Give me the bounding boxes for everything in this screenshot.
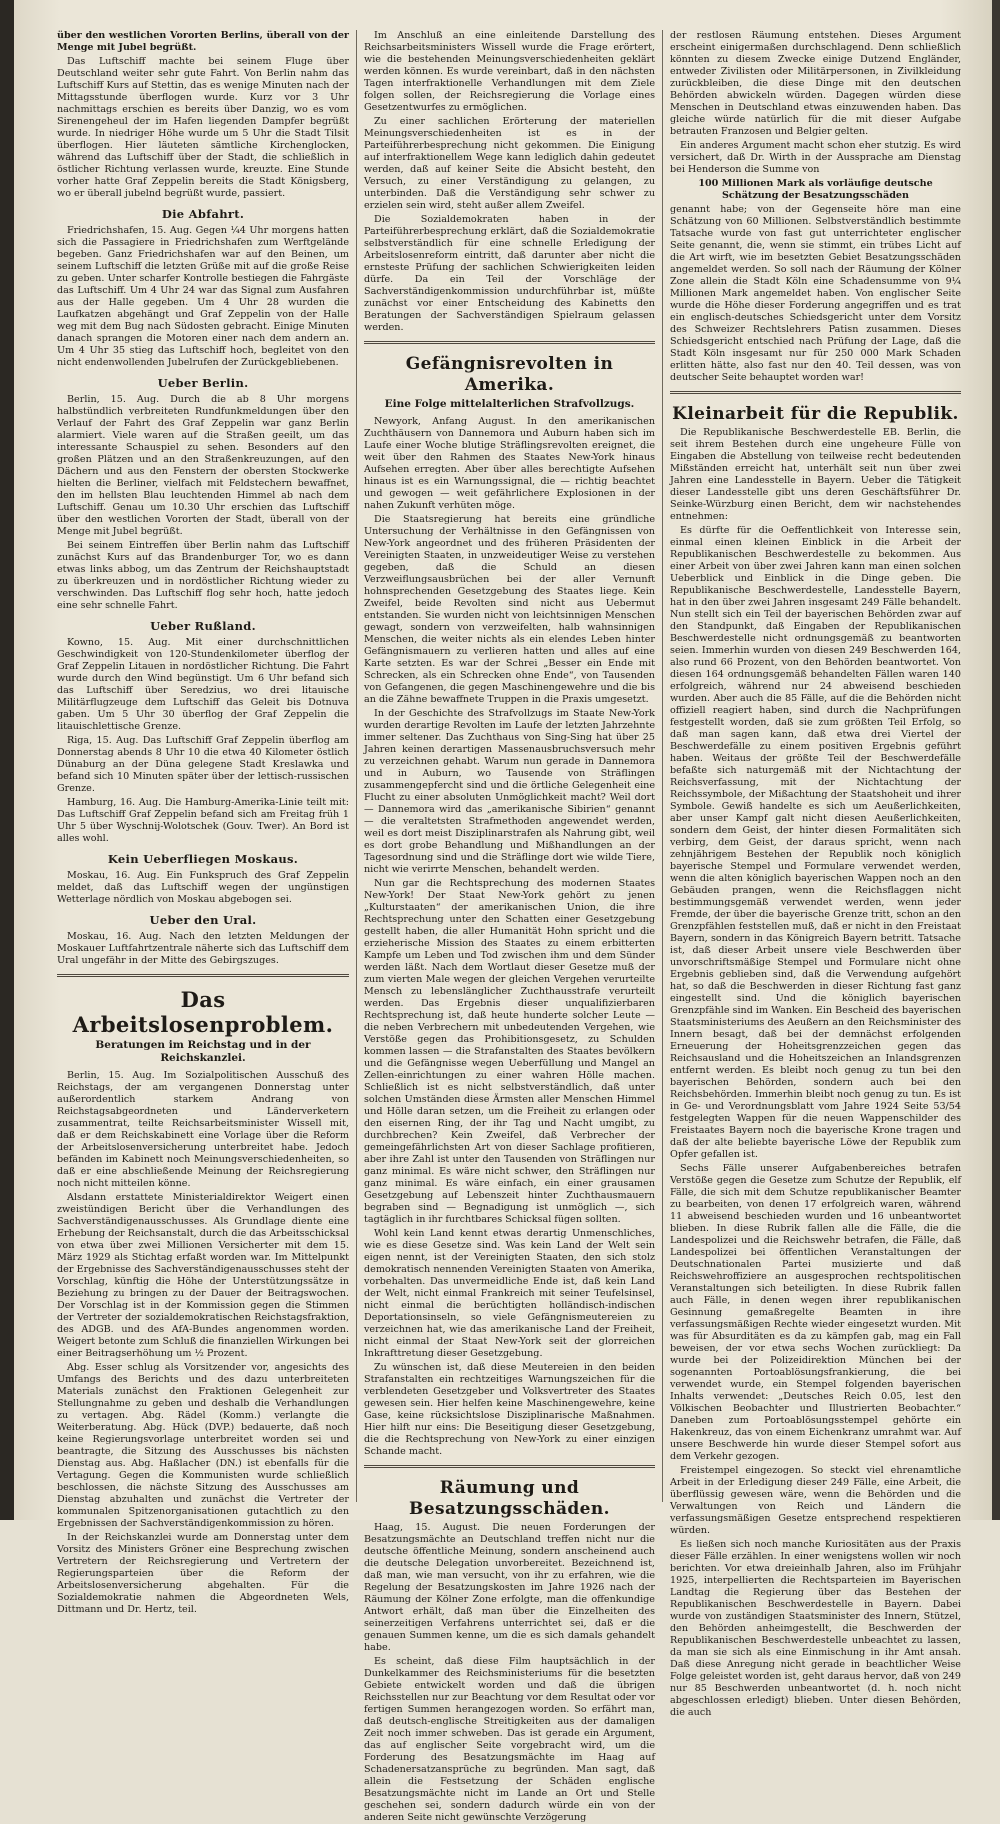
article-deck: Beratungen im Reichstag und in der Reichskanzlei. <box>95 1039 311 1064</box>
paragraph: Moskau, 16. Aug. Ein Funkspruch des Graf Zeppelin meldet, daß das Luftschiff wegen der ungünstigen Wetterlage nördlich von Moskau abgebogen sei. <box>57 870 349 905</box>
paragraph: Freistempel eingezogen. So steckt viel ehrenamtliche Arbeit in der Erledigung dieser 249 Fälle, eine Arbeit, die überflüssig gewesen wäre, wenn die Behörden und die Verwaltungen von Reich und Ländern die verfassungsmäßigen Gesetze entsprechend respektieren würden. <box>670 1465 961 1536</box>
column-1 <box>50 30 356 1615</box>
divider <box>57 974 349 977</box>
section-heading: Ueber Berlin. <box>157 376 249 390</box>
divider <box>364 341 655 344</box>
paragraph: Zu wünschen ist, daß diese Meutereien in den beiden Strafanstalten ein rechtzeitiges Warnungszeichen für die verblendeten Gesetzgeber und Volksvertreter des Staates gewesen sein. Hier helfen keine Maschinengewehre, keine Gase, keine rücksichtslose Disziplinarische Maßnahmen. Hier hilft nur eins: Die Beseitigung dieser Gesetzgebung, die die Rechtsprechung von New-York zu einer einzigen Schande macht. <box>364 1362 655 1457</box>
paragraph: Das Luftschiff machte bei seinem Fluge über Deutschland weiter sehr gute Fahrt. Von Berlin nahm das Luftschiff Kurs auf Stettin, das es wenige Minuten nach der Mittagsstunde überflogen wurde. Kurz vor 3 Uhr nachmittags erschien es bereits über Danzig, wo es vom Sirenengeheul der im Hafen liegenden Dampfer begrüßt wurde. In niedriger Höhe wurde um 5 Uhr die Stadt Tilsit überflogen. Hier läuteten sämtliche Kirchenglocken, während das Luftschiff über der Stadt, die schließlich in östlicher Richtung verlassen wurde, kreuzte. Eine Stunde vorher hatte Graf Zeppelin bereits die Stadt Königsberg, wo er überall jubelnd begrüßt wurde, passiert. <box>57 56 349 199</box>
paragraph: der restlosen Räumung entstehen. Dieses Argument erscheint einigermaßen durchschlagend. Denn schließlich könnten zu diesem Zwecke einige Dutzend Engländer, entweder Zivilisten oder Militärpersonen, in Zivilkleidung zurückbleiben, die diese Dinge mit den deutschen Behörden abwickeln würden. Dagegen würden diese Menschen in Deutschland etwas einzuwenden haben. Das gleiche würde natürlich für die mit dieser Aufgabe betrauten Franzosen und Belgier gelten. <box>670 30 961 137</box>
divider <box>670 391 961 394</box>
columns <box>50 30 982 1823</box>
paragraph: Wohl kein Land kennt etwas derartig Unmenschliches, wie es diese Gesetze sind. Was kein Land der Welt sein eigen nennt, ist der Vereinigten Staaten, den sich stolz demokratisch nennenden Vereinigten Staaten von Amerika, vorbehalten. Das unvermeidliche Ende ist, daß kein Land der Welt, nicht einmal Frankreich mit seiner Teufelsinsel, nicht einmal die berüchtigten holländisch-indischen Deportationsinseln, so viele Gefängnismeutereien zu verzeichnen hat, wie das amerikanische Land der Freiheit, nicht einmal der Staat New-York seit der glorreichen Inkrafttretung dieser Gesetzgebung. <box>364 1228 655 1359</box>
paragraph: In der Geschichte des Strafvollzugs im Staate New-York wurden derartige Revolten im Laufe der letzten Jahrzehnte immer seltener. Das Zuchthaus von Sing-Sing hat über 25 Jahren keinen derartigen Massenausbruchsversuch mehr zu verzeichnen gehabt. Warum nun gerade in Dannemora und in Auburn, wo Tausende von Sträflingen zusammengepfercht sind und die örtliche Gelegenheit eine Flucht zu einer absoluten Unmöglichkeit macht? Weil dort — Dannemora wird das „amerikanische Sibirien“ genannt — die veraltetsten Strafmethoden angewendet werden, weil es dort meist Disziplinarstrafen als Nahrung gibt, weil es dort grobe Behandlung und Mißhandlungen an der Tagesordnung sind und die Sträflinge dort wie wilde Tiere, nicht wie verirrte Menschen, behandelt werden. <box>364 708 655 875</box>
section-heading: Ueber den Ural. <box>149 913 257 927</box>
paragraph: Moskau, 16. Aug. Nach den letzten Meldungen der Moskauer Luftfahrtzentrale näherte sich das Luftschiff dem Ural ungefähr in der Mitte des Gebirgszuges. <box>57 931 349 966</box>
article-headline: Räumung und Besatzungsschäden. <box>409 1478 610 1519</box>
column-3 <box>662 30 968 1718</box>
paragraph: Es dürfte für die Oeffentlichkeit von Interesse sein, einmal einen kleinen Einblick in die Arbeit der Republikanischen Beschwerdestelle zu bekommen. Aus einer Arbeit von über zwei Jahren kann man einen solchen Ueberblick und Einblick in die Dinge geben. Die Republikanische Beschwerdestelle, Landesstelle Bayern, hat in den über zwei Jahren insgesamt 249 Fälle behandelt. Nun stellt sich ein Teil der bayerischen Behörden zwar auf den Standpunkt, daß Eingaben der Republikanischen Beschwerdestelle nicht ordnungsgemäß zu beantworten seien. Immerhin wurden von diesen 249 Beschwerden 164, also rund 66 Prozent, von den Behörden beantwortet. Von diesen 164 ordnungsgemäß behandelten Fällen waren 140 erfolgreich, während nur 24 abweisend beschieden wurden. Aber auch die 85 Fälle, auf die die Behörden nicht offiziell reagiert haben, sind durch die Nachprüfungen festgestellt worden, daß sie zum größten Teil Erfolg, so daß man sagen kann, daß etwa drei Viertel der Beschwerdefälle zu einem positiven Ergebnis geführt haben. Weitaus der größte Teil der Beschwerdefälle befaßte sich naturgemäß mit der Nichtachtung der Reichsverfassung, mit der Nichtachtung der Reichssymbole, der Mißachtung der Staatshoheit und ihrer Symbole. Gewiß handelte es sich um Aeußerlichkeiten, aber unser Kampf galt nicht diesen Aeußerlichkeiten, sondern dem Geist, der hinter diesen Formalitäten sich verbirg, dem Geist, der daraus spricht, wenn nach zehnjährigem Bestehen der Republik noch königlich bayerische Stempel und Formulare verwendet werden, wenn die alten königlich bayerischen Wappen noch an den Gebäuden prangen, wenn die Reichsflaggen nicht bestimmungsgemäß verwendet werden, wenn jeder Fremde, der über die bayerische Grenze tritt, schon an den Grenzpfählen feststellen muß, daß er nicht in den Freistaat Bayern, sondern in das Königreich Bayern betritt. Tatsache ist, daß dieser Arbeit unsere viele Beschwerden über unvorschriftsmäßige Stempel und Formulare nicht ohne Ergebnis geblieben sind, daß die Verwendung aufgehört hat, so daß die Beschwerden in dieser Richtung fast ganz eingestellt sind. Und die königlich bayerischen Grenzpfähle sind im Wanken. Ein Bescheid des bayerischen Staatsministeriums des Aeußern an den Reichsminister des Innern besagt, daß bei der demnächst erfolgenden Erneuerung der Hoheitsgrenzzeichen gegen das Reichsausland und die Hoheitszeichen an Inlandsgrenzen entfernt werden. Es bleibt noch genug zu tun bei den bayerischen Behörden, sondern auch bei den Reichsbehörden. Immerhin bleibt noch genug zu tun. Es ist in Ge- und Verordnungsblatt vom Jahre 1924 Seite 53/54 festgelegten Wappen für die neuen Wappenschilder des Freistaates Bayern noch die bayerische Krone tragen und daß der alte beliebte bayerische Löwe der Republik zum Opfer gefallen ist. <box>670 525 961 1160</box>
column-2 <box>356 30 662 1823</box>
paragraph: Newyork, Anfang August. In den amerikanischen Zuchthäusern von Dannemora und Auburn haben sich im Laufe einer Woche blutige Sträflingsrevolten ereignet, die weit über den Rahmen des Staates New-York hinaus Aufsehen erregten. Aber über alles berechtigte Aufsehen hinaus ist es ein Warnungssignal, die — richtig beachtet und gewogen — weit gefährlichere Explosionen in der nahen Zukunft verhüten möge. <box>364 416 655 511</box>
highlight-line: 100 Millionen Mark als vorläufige deutsche Schätzung der Besatzungsschäden <box>698 178 933 201</box>
section-heading: Die Abfahrt. <box>161 207 245 221</box>
paragraph: Kowno, 15. Aug. Mit einer durchschnittlichen Geschwindigkeit von 120-Stundenkilometer überflog der Graf Zeppelin Litauen in nordöstlicher Richtung. Die Fahrt wurde durch den Wind begünstigt. Um 6 Uhr befand sich das Luftschiff über Seredzius, wo drei litauische Militärflugzeuge dem Luftschiff das Geleit bis Dotnuva gaben. Um 5 Uhr 30 überflog der Graf Zeppelin die litauischlettische Grenze. <box>57 637 349 732</box>
article-headline: Gefängnisrevolten in Amerika. <box>405 354 614 395</box>
paragraph: Es ließen sich noch manche Kuriositäten aus der Praxis dieser Fälle erzählen. In einer wenigstens wollen wir noch berichten. Vor etwa dreieinhalb Jahren, also im Frühjahr 1925, interpellierten die Rechtsparteien im Bayerischen Landtag die Regierung über das Bestehen der Republikanischen Beschwerdestelle in Bayern. Dabei wurde von zuständigen Staatsminister des Innern, Stützel, den Behörden anheimgestellt, die Beschwerden der Republikanischen Beschwerdestelle unbeachtet zu lassen, da man sie sich als eine Einmischung in ihr Amt ansah. Daß diese Anregung nicht gerade in beachtlicher Weise Folge geleistet worden ist, geht daraus hervor, daß von 249 nur 85 Beschwerden unbeantwortet (d. h. noch nicht abgeschlossen erledigt) blieben. Unter diesen Behörden, die auch <box>670 1539 961 1718</box>
paragraph: Riga, 15. Aug. Das Luftschiff Graf Zeppelin überflog am Donnerstag abends 8 Uhr 10 die etwa 40 Kilometer östlich Dünaburg an der Düna gelegene Stadt Kreslawka und befand sich 10 Minuten später über der lettisch-russischen Grenze. <box>57 735 349 794</box>
paragraph: Es scheint, daß diese Film hauptsächlich in der Dunkelkammer des Reichsministeriums für die besetzten Gebiete entwickelt worden und daß die übrigen Reichsstellen nur zur Beachtung vor dem Resultat oder vor fertigen Summen herangezogen worden. So erfährt man, daß deutsch-englische Streitigkeiten aus der damaligen Zeit noch immer schweben. Das ist gerade ein Argument, das auf englischer Seite vorgebracht wird, um die Forderung des Besatzungsmächte im Haag auf Schadenersatzansprüche zu begründen. Man sagt, daß allein die Festsetzung der Schäden englische Besatzungsmächte nicht im Lande an Ort und Stelle geschehen sei, sondern dadurch würde ein von der anderen Seite nicht gewünschte Verzögerung <box>364 1656 655 1823</box>
paragraph: Berlin, 15. Aug. Durch die ab 8 Uhr morgens halbstündlich verbreiteten Rundfunkmeldungen über den Verlauf der Fahrt des Graf Zeppelin war ganz Berlin alarmiert. Viele waren auf die Straßen geeilt, um das interessante Schauspiel zu sehen. Besonders auf den großen Plätzen und an den Straßenkreuzungen, auf den Dächern und aus den Fenstern der obersten Stockwerke hielten die Berliner, vielfach mit Feldstechern bewaffnet, den im hellsten Blau leuchtenden Himmel ab nach dem Luftschiff. Genau um 10.30 Uhr erschien das Luftschiff über den westlichen Vororten der Stadt, überall von der Menge mit Jubel begrüßt. <box>57 394 349 537</box>
paragraph: Bei seinem Eintreffen über Berlin nahm das Luftschiff zunächst Kurs auf das Brandenburger Tor, wo es dann etwas links abbog, um das Zentrum der Reichshauptstadt zu überkreuzen und in nordöstlicher Richtung wieder zu verschwinden. Das Luftschiff flog sehr hoch, hatte jedoch eine sehr schnelle Fahrt. <box>57 540 349 611</box>
paragraph: Haag, 15. August. Die neuen Forderungen der Besatzungsmächte an Deutschland treffen nicht nur die deutsche öffentliche Meinung, sondern anscheinend auch die deutsche Delegation unvorbereitet. Bezeichnend ist, daß man, wie man versucht, von ihr zu erfahren, wie die Regelung der Besatzungskosten im Jahre 1926 nach der Räumung der Kölner Zone erfolgte, man die offenkundige Antwort erhält, daß man über die Einzelheiten des seinerzeitigen Verfahrens unterrichtet sei, daß er die genauen Summen kenne, um die es sich damals gehandelt habe. <box>364 1522 655 1653</box>
paragraph: Berlin, 15. Aug. Im Sozialpolitischen Ausschuß des Reichstags, der am vergangenen Donnerstag unter außerordentlich starkem Andrang von Reichstagsabgeordneten und Länderverketern zusammentrat, teilte Reichsarbeitsminister Wissell mit, daß er dem Reichskabinett eine Vorlage über die Reform der Arbeitslosenversicherung unterbreitet habe. Jedoch befänden im Kabinett noch Meinungsverschiedenheiten, so daß er eine abschließende Meinung der Reichsregierung noch nicht mitteilen könne. <box>57 1070 349 1189</box>
paragraph: Die Sozialdemokraten haben in der Parteiführerbesprechung erklärt, daß die Sozialdemokratie selbstverständlich für eine schnelle Erledigung der Arbeitslosenreform eintritt, daß darunter aber nicht die ernsteste Prüfung der sachlichen Schwierigkeiten leiden dürfe. Da ein Teil der Vorschläge der Sachverständigenkommission undurchführbar ist, müßte zunächst vor einer Entscheidung des Kabinetts den Beratungen der Sachverständigen Spielraum gelassen werden. <box>364 214 655 333</box>
article-headline: Das Arbeitslosenproblem. <box>72 987 334 1037</box>
paragraph: Alsdann erstattete Ministerialdirektor Weigert einen zweistündigen Bericht über die Verhandlungen des Sachverständigenausschusses. Als Grundlage diente eine Erhebung der Reichsanstalt, durch die das Arbeitsschicksal von etwa über zwei Millionen Versicherter mit dem 15. März 1929 als Stichtag erfaßt worden war. Im Mittelpunkt der Ergebnisse des Sachverständigenausschusses steht der Vorschlag, künftig die Höhe der Unterstützungssätze in Beziehung zu bringen zu der Dauer der Beitragswochen. Der Vorschlag ist in der Kommission gegen die Stimmen der Vertreter der sozialdemokratischen Reichstagsfraktion, des ADGB. und des AfA-Bundes angenommen worden. Weigert betonte zum Schluß die finanziellen Wirkungen bei einer Beitragserhöhung um ½ Prozent. <box>57 1192 349 1359</box>
paragraph: genannt habe; von der Gegenseite höre man eine Schätzung von 60 Millionen. Selbstverständlich bestimmte Tatsache wurde von fast gut unterrichteter englischer Seite genannt, die, wenn sie stimmt, ein trübes Licht auf die Art wirft, wie im besetzten Gebiet Besatzungsschäden angemeldet werden. So soll nach der Räumung der Kölner Zone allein die Stadt Köln eine Schadensumme von 9¼ Millionen Mark angemeldet haben. Von englischer Seite wurde die Höhe dieser Forderung angegriffen und es trat ein englisch-deutsches Schiedsgericht unter dem Vorsitz des Schweizer Rechtslehrers Patisn zusammen. Dieses Schiedsgericht entschied nach Prüfung der Lage, daß die Stadt Köln insgesamt nur für 250 000 Mark Schaden erlitten hätte, also fast nur den 40. Teil dessen, was von deutscher Seite behauptet worden war! <box>670 204 961 383</box>
paragraph: Die Republikanische Beschwerdestelle EB. Berlin, die seit ihrem Bestehen durch eine ungeheure Fülle von Eingaben die Abstellung von teilweise recht bedeutenden Mißständen erreicht hat, unterhält seit nun über zwei Jahren eine Landesstelle in Bayern. Ueber die Tätigkeit dieser Landesstelle gibt uns deren Geschäftsführer Dr. Seinke-Würzburg einen Bericht, dem wir nachstehendes entnehmen: <box>670 427 961 522</box>
divider <box>364 1465 655 1468</box>
paragraph: Hamburg, 16. Aug. Die Hamburg-Amerika-Linie teilt mit: Das Luftschiff Graf Zeppelin befand sich am Freitag früh 1 Uhr 5 über Wyschnij-Wolotschek (Gouv. Twer). An Bord ist alles wohl. <box>57 797 349 844</box>
paragraph: Die Staatsregierung hat bereits eine gründliche Untersuchung der Verhältnisse in den Gefängnissen von New-York angeordnet und des früheren Präsidenten der Vereinigten Staaten, in unzweideutiger Weise zu verstehen gegeben, daß die Schuld an diesen Verzweiflungsausbrüchen bei der aller Vernunft hohnsprechenden Gesetzgebung des Staates liege. Kein Zweifel, beide Revolten sind nicht aus Uebermut entstanden. Sie wurden nicht von leichtsinnigen Menschen gewagt, sondern von verzweifelten, halb wahnsinnigen Menschen, die weiter nichts als ein elendes Leben hinter Gefängnismauern zu verlieren hatten und alles auf eine Karte setzten. Es war der Schrei „Besser ein Ende mit Schrecken, als ein Schrecken ohne Ende“, von Tausenden von Gefangenen, die gegen Maschinengewehre und die bis an die Zähne bewaffnete Truppen in die Praxis umgesetzt. <box>364 514 655 705</box>
paragraph: In der Reichskanzlei wurde am Donnerstag unter dem Vorsitz des Ministers Gröner eine Besprechung zwischen Vertretern der Reichsregierung und Vertretern der Regierungsparteien über die Reform der Arbeitslosenversicherung abgehalten. Für die Sozialdemokratie nahmen die Abgeordneten Wels, Dittmann und Dr. Hertz, teil. <box>57 1532 349 1615</box>
article-deck: Eine Folge mittelalterlichen Strafvollzugs. <box>384 398 635 410</box>
paragraph: Zu einer sachlichen Erörterung der materiellen Meinungsverschiedenheiten ist es in der Parteiführerbesprechung nicht gekommen. Die Einigung auf interfraktionellem Wege kann lediglich dahin gedeutet werden, daß auf keiner Seite die Absicht besteht, den Versuch, zu einer Verständigung zu gelangen, zu unterbinden. Daß die Verständigung sehr schwer zu erzielen sein wird, steht außer allem Zweifel. <box>364 116 655 211</box>
paragraph: Im Anschluß an eine einleitende Darstellung des Reichsarbeitsministers Wissell wurde die Frage erörtert, wie die bestehenden Meinungsverschiedenheiten geklärt werden können. Es wurde vereinbart, daß in den nächsten Tagen interfraktionelle Verhandlungen mit dem Ziele folgen sollen, der Reichsregierung die Vorlage eines Gesetzentwurfes zu ermöglichen. <box>364 30 655 113</box>
paragraph: Nun gar die Rechtsprechung des modernen Staates New-York! Der Staat New-York gehört zu jenen „Kulturstaaten“ der amerikanischen Union, die ihre Rechtsprechung unter den Schatten einer Gesetzgebung gestellt haben, die aller Humanität Hohn spricht und die erzieherische Mission des Staates zu einem erbitterten Kampfe um Leben und Tod zwischen ihm und dem Sünder werden läßt. Nach dem Wortlaut dieser Gesetze muß der zum vierten Male wegen der gleichen Vergehen verurteilte Mensch zu lebenslänglicher Zuchthausstrafe verurteilt werden. Das Ergebnis dieser unqualifizierbaren Rechtsprechung ist, daß heute hunderte solcher Leute — die neben Verbrechern mit unbedeutenden Vergehen, wie Verstöße gegen das Prohibitionsgesetz, zu Schulden kommen lassen — die Strafanstalten des Staates bevölkern und die Gefängnisse wegen Ueberfüllung und Mangel an Zellen-einrichtungen zu einer wahren Hölle machen. Schließlich ist es nicht selbstverständlich, daß unter solchen Umständen diese Ärmsten aller Menschen Himmel und Hölle daran setzen, um die Freiheit zu erlangen oder den eisernen Ring, der ihr Tag und Nacht umgibt, zu durchbrechen? Kein Zweifel, daß Verbrecher der gemeingefährlichsten Art von dieser Sachlage profitieren, aber ihre Zahl ist unter den Tausenden von Sträflingen nur ganz minimal. Es wäre nicht schwer, den Sträflingen nur ganz minimal. Es wäre einfach, ein einer grausamen Gesetzgebung auf Lebenszeit hinter Zuchthausmauern begraben sind — Begnadigung ist unmöglich —, sich tagtäglich in ihr furchtbares Schicksal fügen sollten. <box>364 878 655 1225</box>
paragraph: Ein anderes Argument macht schon eher stutzig. Es wird versichert, daß Dr. Wirth in der Aussprache am Dienstag bei Henderson die Summe von <box>670 140 961 175</box>
section-heading: Kein Ueberfliegen Moskaus. <box>107 852 299 866</box>
paragraph: Sechs Fälle unserer Aufgabenbereiches betrafen Verstöße gegen die Gesetze zum Schutze der Republik, elf Fälle, die sich mit dem Schutze republikanischer Beamter zu bearbeiten, von denen 17 erfolgreich waren, während 11 abweisend beschieden wurden und 16 unbeantwortet blieben. In diese Rubrik fallen alle die Fälle, die die Landespolizei und die Reichswehr betrafen, die Fälle, daß Landespolizei bei öffentlichen Veranstaltungen der Deutschnationalen Partei musizierte und daß Reichswehroffiziere an ausgesprochen rechtspolitischen Veranstaltungen sich beteiligten. In diese Rubrik fallen auch Fälle, in denen wegen ihrer republikanischen Gesinnung gemaßregelte Beamten in ihre verfassungsmäßigen Rechte wieder eingesetzt wurden. Mit was für Absurditäten es da zu kämpfen gab, mag ein Fall beweisen, der vor etwa sechs Wochen zurückliegt: Da wurde bei der Polizeidirektion München bei der sogenannten Portoablösungsfrankierung, die bei verwendet wurde, ein Stempel folgenden bayerischen Inhalts verwendet: „Deutsches Reich 0.05, lest den Völkischen Beobachter und Illustrierten Beobachter.“ Daneben zum Portoablösungsstempel gehörte ein Hakenkreuz, das von einem Eichenkranz umrahmt war. Auf unsere Beschwerde hin wurde dieser Stempel sofort aus dem Verkehr gezogen. <box>670 1163 961 1462</box>
paragraph: über den westlichen Vororten Berlins, überall von der Menge mit Jubel begrüßt. <box>57 30 349 53</box>
paragraph: Abg. Esser schlug als Vorsitzender vor, angesichts des Umfangs des Berichts und des dazu unterbreiteten Materials zunächst den Fraktionen Gelegenheit zur Stellungnahme zu geben und deshalb die Verhandlungen zu vertagen. Abg. Rädel (Komm.) verlangte die Weiterberatung. Abg. Hück (DVP.) bedauerte, daß noch keine Regierungsvorlage unterbreitet worden sei und beantragte, die Sitzung des Ausschusses bis nächsten Dienstag aus. Abg. Haßlacher (DN.) ist ebenfalls für die Vertagung. Gegen die Kommunisten wurde schließlich beschlossen, die nächste Sitzung des Ausschusses am Dienstag abzuhalten und zunächst die Vertreter der kommunalen Spitzenorganisationen gutachtlich zu den Ergebnissen der Sachverständigenkommission zu hören. <box>57 1362 349 1529</box>
section-heading: Ueber Rußland. <box>150 619 256 633</box>
article-headline: Kleinarbeit für die Republik. <box>672 404 959 424</box>
paragraph: Friedrichshafen, 15. Aug. Gegen ¼4 Uhr morgens hatten sich die Passagiere in Friedrichshafen zum Werftgelände begeben. Ganz Friedrichshafen war auf den Beinen, um seinem Luftschiff die letzten Grüße mit auf die große Reise zu geben. Unter scharfer Kontrolle bestiegen die Fahrgäste das Luftschiff. Um 4 Uhr 24 war das Signal zum Ausfahren aus der Halle gegeben. Um 4 Uhr 28 wurden die Laufkatzen abgehängt und Graf Zeppelin von der Halle weg mit dem Bug nach Südosten gebracht. Einige Minuten danach sprangen die Motoren einer nach dem andern an. Um 4 Uhr 35 stieg das Luftschiff hoch, begleitet von den nicht endenwollenden Jubelrufen der Zurückgebliebenen. <box>57 225 349 368</box>
